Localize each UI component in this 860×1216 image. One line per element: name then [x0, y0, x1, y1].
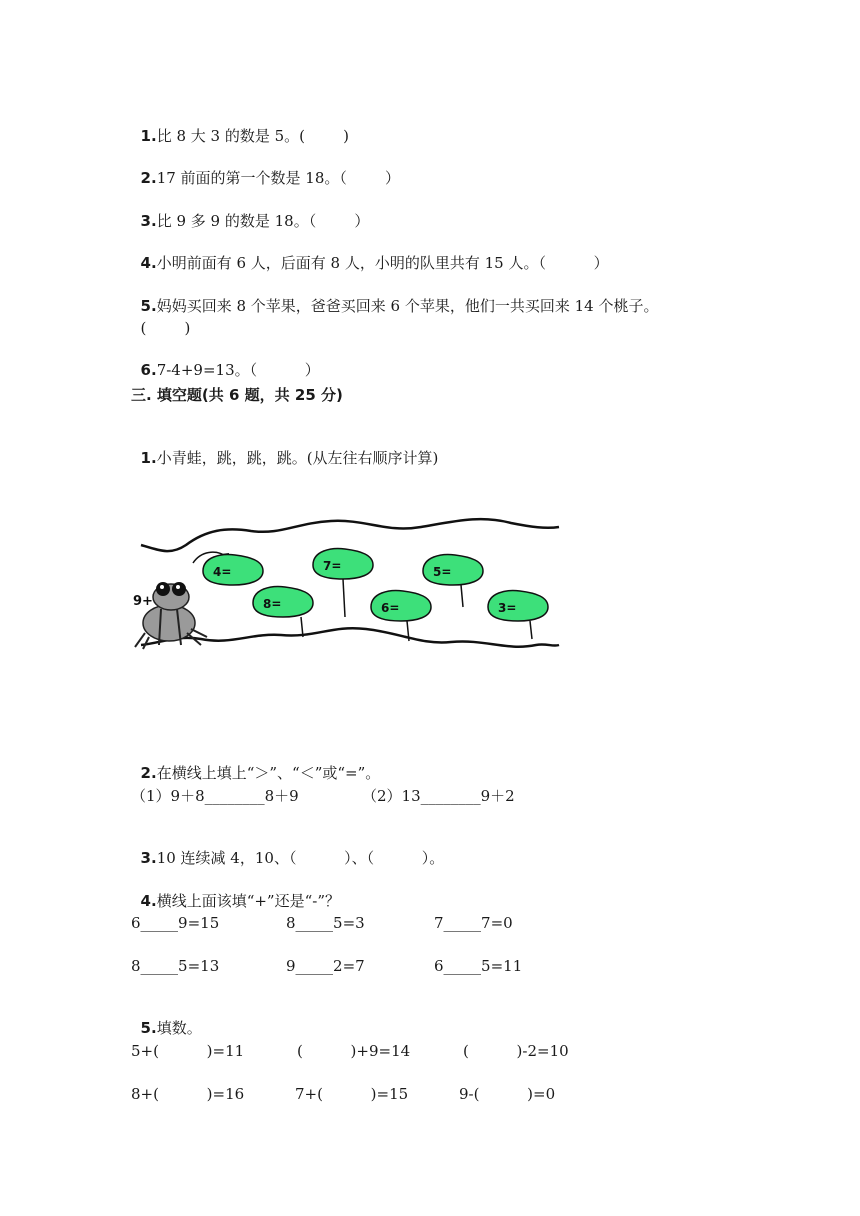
lily-pad: [423, 555, 483, 607]
question-number: 4.: [140, 892, 157, 910]
compare-item-2: （2）13________9＋2: [362, 787, 515, 805]
judge-question-1: [131, 106, 349, 146]
question-number: 4.: [140, 254, 157, 272]
question-text: 10 连续减 4，10、（ ）、（ ）。: [156, 849, 445, 867]
question-text: 填数。: [156, 1019, 202, 1037]
fill-number-item: 5+( )=11: [131, 1042, 245, 1060]
compare-item-1: （1）9＋8________8＋9: [131, 787, 299, 805]
judge-question-6: [131, 340, 320, 380]
pad-expression: 3=: [498, 601, 517, 615]
question-text: 17 前面的第一个数是 18。（ ）: [156, 169, 401, 187]
fill-number-item: 8+( )=16: [131, 1085, 245, 1103]
fill-question-1: [131, 428, 438, 468]
pad-expression: 8=: [263, 597, 282, 611]
fill-question-3: [131, 828, 444, 868]
pad-expression: 7=: [323, 559, 342, 573]
question-text: 小青蛙，跳，跳，跳。(从左往右顺序计算): [156, 449, 439, 467]
lily-pad: [371, 591, 431, 641]
answer-parentheses: ( ): [140, 319, 191, 337]
judge-question-4: [131, 233, 609, 273]
pad-expression: 6=: [381, 601, 400, 615]
question-number: 6.: [140, 361, 157, 379]
operator-blank-item: 6_____5=11: [434, 957, 523, 975]
river-bank-top: [141, 519, 559, 551]
operator-blank-item: 8_____5=3: [286, 914, 365, 932]
question-number: 2.: [140, 764, 157, 782]
start-expression: 9+: [133, 594, 153, 609]
question-number: 1.: [140, 449, 157, 467]
question-text: 妈妈买回来 8 个苹果，爸爸买回来 6 个苹果，他们一共买回来 14 个桃子。: [156, 297, 659, 315]
fill-number-item: ( )+9=14: [297, 1042, 411, 1060]
judge-question-5-continuation: [131, 298, 190, 338]
question-text: 小明前面有 6 人，后面有 8 人，小明的队里共有 15 人。（ ）: [156, 254, 609, 272]
question-text: 比 9 多 9 的数是 18。（ ）: [156, 212, 370, 230]
operator-blank-item: 6_____9=15: [131, 914, 220, 932]
question-number: 5.: [140, 297, 157, 315]
lily-pad: [203, 555, 263, 585]
operator-blank-item: 8_____5=13: [131, 957, 220, 975]
section-title: 三. 填空题(共 6 题，共 25 分): [131, 386, 343, 404]
fill-question-2: [131, 743, 380, 783]
frog-jump-illustration: [131, 505, 561, 665]
fill-number-item: 7+( )=15: [295, 1085, 409, 1103]
question-number: 3.: [140, 212, 157, 230]
lily-pad: [253, 587, 313, 637]
question-text: 7-4+9=13。（ ）: [156, 361, 320, 379]
question-text: 在横线上填上“＞”、“＜”或“=”。: [156, 764, 381, 782]
river-bank-bottom: [141, 628, 559, 646]
fill-number-item: 9-( )=0: [459, 1085, 556, 1103]
fill-number-item: ( )-2=10: [463, 1042, 569, 1060]
pad-expression: 4=: [213, 565, 232, 579]
question-number: 5.: [140, 1019, 157, 1037]
question-text: 比 8 大 3 的数是 5。( ): [156, 127, 350, 145]
question-text: 横线上面该填“+”还是“-”？: [156, 892, 340, 910]
operator-blank-item: 9_____2=7: [286, 957, 365, 975]
lily-pad: [488, 591, 548, 639]
question-number: 1.: [140, 127, 157, 145]
question-number: 2.: [140, 169, 157, 187]
pad-expression: 5=: [433, 565, 452, 579]
judge-question-2: [131, 148, 400, 188]
lily-pad: [313, 549, 373, 617]
fill-question-4: [131, 871, 340, 911]
judge-question-5: [131, 276, 658, 316]
operator-blank-item: 7_____7=0: [434, 914, 513, 932]
judge-question-3: [131, 191, 369, 231]
question-number: 3.: [140, 849, 157, 867]
fill-question-5: [131, 998, 202, 1038]
